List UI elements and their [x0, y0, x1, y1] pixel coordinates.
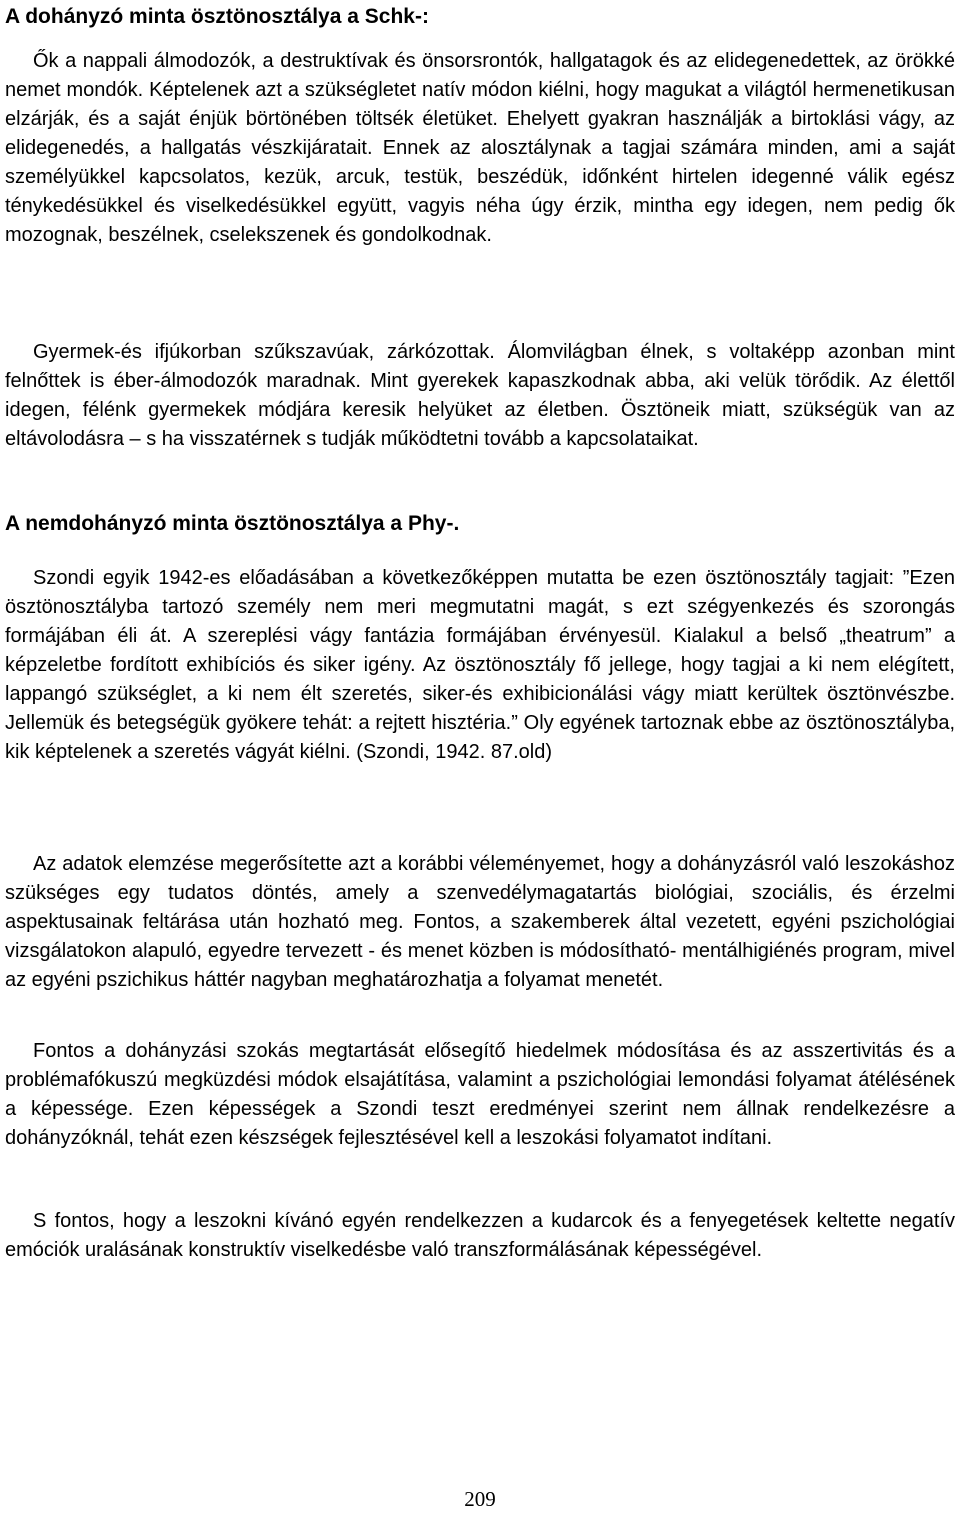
page-number: 209: [464, 1487, 496, 1511]
paragraph-5: Fontos a dohányzási szokás megtartását elősegítő hiedelmek módosítása és az asszertivitás és a problémafókuszú megküzdési módok elsajátítása, valamint a pszichológiai lemondási folyamat átélésének a képessége. Ezen képességek a Szondi teszt eredményei szerint nem állnak rendelkezésre a dohányzóknál, tehát ezen készségek fejlesztésével kell a leszokási folyamatot indítani.: [5, 1040, 955, 1149]
paragraph-1: Ők a nappali álmodozók, a destruktívak és önsorsrontók, hallgatagok és az elidegenedettek, az örökké nemet mondók. Képtelenek azt a szükségletet natív módon kiélni, hogy magukat a világtól hermenetikusan elzárják, és a saját énjük börtönében töltsék életüket. Ehelyett gyakran használják a birtoklási vágy, az elidegenedés, a hallgatás vészkijáratait. Ennek az alosztálynak a tagjai számára minden, ami a saját személyükkel kapcsolatos, kezük, arcuk, testük, beszédük, időnként hirtelen idegenné válik egész ténykedésükkel és viselkedésükkel együtt, vagyis néha úgy érzik, mintha egy idegen, nem pedig ők mozognak, beszélnek, cselekszenek és gondolkodnak.: [5, 50, 955, 246]
paragraph-6: S fontos, hogy a leszokni kívánó egyén rendelkezzen a kudarcok és a fenyegetések keltette negatív emóciók uralásának konstruktív viselkedésbe való transzformálásának képességével.: [5, 1210, 955, 1261]
section-heading-nonsmoker: A nemdohányzó minta ösztönosztálya a Phy-.: [5, 512, 460, 535]
paragraph-4: Az adatok elemzése megerősítette azt a korábbi véleményemet, hogy a dohányzásról való leszokáshoz szükséges egy tudatos döntés, amely a szenvedélymagatartás biológiai, szociális, és érzelmi aspektusainak feltárása után hozható meg. Fontos, a szakemberek által vezetett, egyéni pszichológiai vizsgálatokon alapuló, egyedre tervezett - és menet közben is módosítható- mentálhigiénés program, mivel az egyéni pszichikus háttér nagyban meghatározhatja a folyamat menetét.: [5, 853, 955, 991]
paragraph-2: Gyermek-és ifjúkorban szűkszavúak, zárkózottak. Álomvilágban élnek, s voltaképp azonban mint felnőttek is éber-álmodozók maradnak. Mint gyerekek kapaszkodnak abba, aki velük törődik. Az élettől idegen, félénk gyermekek módjára keresik helyüket az életben. Ösztöneik miatt, szükségük van az eltávolodásra – s ha visszatérnek s tudják működtetni tovább a kapcsolataikat.: [5, 341, 955, 450]
paragraph-3: Szondi egyik 1942-es előadásában a következőképpen mutatta be ezen ösztönosztály tagjait: ”Ezen ösztönosztályba tartozó személy nem meri megmutatni magát, s ezt szégyenkezés és szorongás formájában éli át. A szereplési vágy fantázia formájában érvényesül. Kialakul a belső „theatrum” a képzeletbe fordított exhibíciós és siker igény. Az ösztönosztály fő jellege, hogy tagjai a ki nem elégített, lappangó szükséglet, a ki nem élt szeretés, siker-és exhibicionálási vágy miatt kerültek ösztönvészbe. Jellemük és betegségük gyökere tehát: a rejtett hisztéria.” Oly egyének tartoznak ebbe az ösztönosztályba, kik képtelenek a szeretés vágyát kiélni. (Szondi, 1942. 87.old): [5, 567, 955, 763]
section-heading-smoker: A dohányzó minta ösztönosztálya a Schk-:: [5, 5, 429, 28]
